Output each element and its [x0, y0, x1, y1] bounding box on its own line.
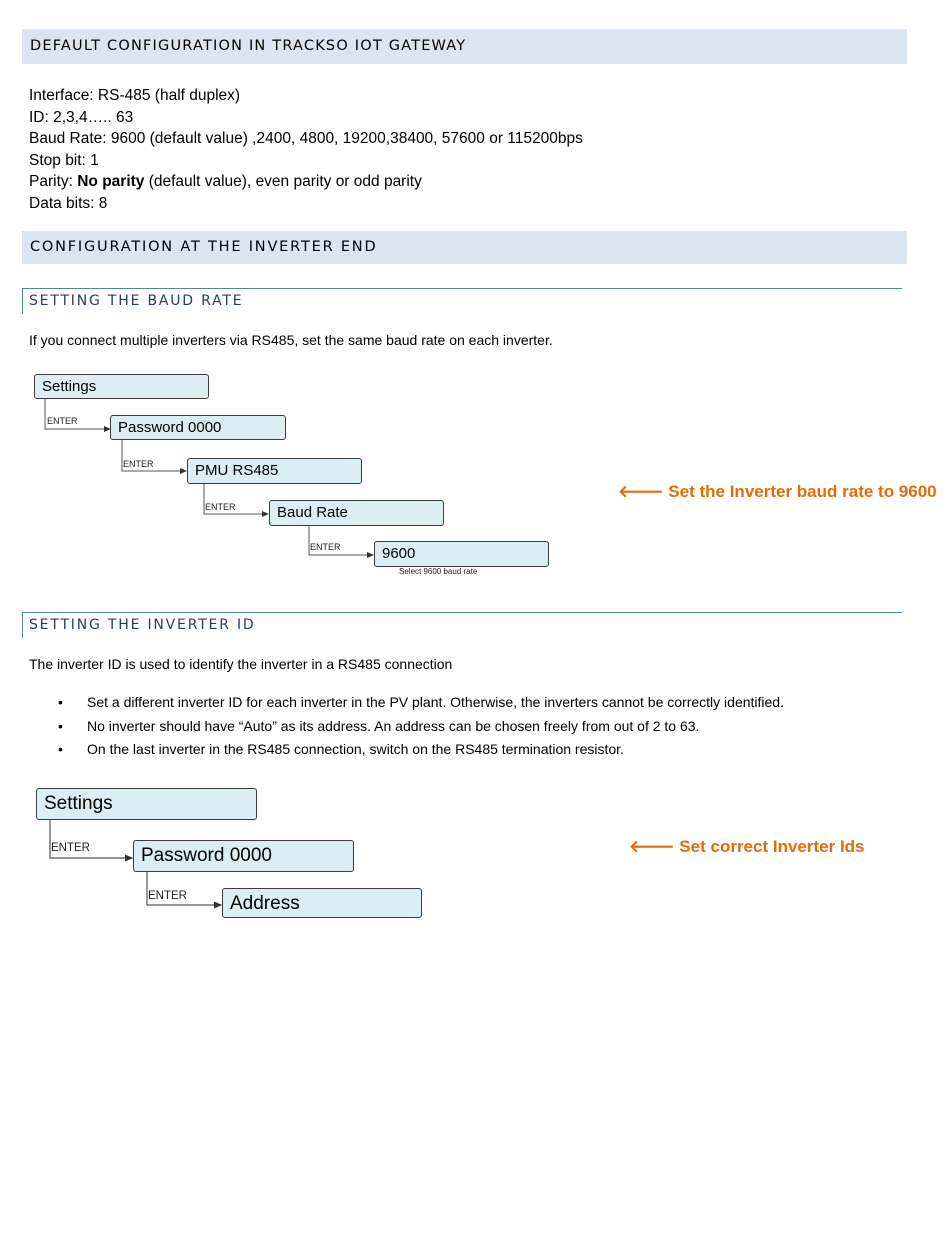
stop-bit-line: Stop bit: 1	[29, 151, 99, 169]
bullet-text: No inverter should have “Auto” as its address. An address can be chosen freely from out of 2 to 63.	[87, 717, 700, 734]
id-line: ID: 2,3,4….. 63	[29, 108, 134, 126]
menu-baud-rate: Baud Rate	[269, 500, 444, 526]
menu-password: Password 0000	[110, 415, 286, 440]
id-menu-password: Password 0000	[133, 840, 354, 872]
bullet-symbol: •	[58, 694, 63, 710]
id-intro-text: The inverter ID is used to identify the inverter in a RS485 connection	[29, 656, 453, 672]
menu-9600: 9600	[374, 541, 549, 567]
enter-label: ENTER	[205, 502, 236, 512]
enter-label: ENTER	[148, 890, 187, 902]
menu-settings: Settings	[34, 374, 209, 399]
data-bits-line: Data bits: 8	[29, 194, 108, 212]
parity-default: No parity	[77, 173, 145, 190]
parity-prefix: Parity:	[29, 173, 78, 190]
bullet-symbol: •	[58, 741, 63, 758]
id-callout: 🡐 Set correct Inverter Ids	[629, 837, 865, 856]
bullet-text: Set a different inverter ID for each inverter in the PV plant. Otherwise, the inverters cannot be correctly identified.	[87, 694, 784, 710]
enter-label: ENTER	[123, 459, 154, 469]
baud-rate-line: Baud Rate: 9600 (default value) ,2400, 4800, 19200,38400, 57600 or 115200bps	[29, 130, 583, 147]
enter-label: ENTER	[47, 416, 78, 426]
subheading-inverter-id: SETTING THE INVERTER ID	[22, 612, 902, 638]
menu-pmu-rs485: PMU RS485	[187, 458, 362, 484]
enter-label: ENTER	[310, 542, 341, 552]
id-menu-address: Address	[222, 888, 422, 918]
baud-intro-text: If you connect multiple inverters via RS485, set the same baud rate on each inverter.	[29, 332, 553, 348]
id-menu-settings: Settings	[36, 788, 257, 820]
baud-callout: 🡐 Set the Inverter baud rate to 9600	[618, 482, 937, 501]
bullet-text: On the last inverter in the RS485 connection, switch on the RS485 termination resistor.	[87, 741, 624, 758]
select-baud-note: Select 9600 baud rate	[399, 567, 478, 576]
enter-label: ENTER	[51, 842, 90, 854]
interface-line: Interface: RS-485 (half duplex)	[29, 87, 241, 104]
bullet-symbol: •	[58, 717, 63, 734]
parity-suffix: (default value), even parity or odd parity	[144, 173, 422, 190]
section-heading-default-config: DEFAULT CONFIGURATION IN TRACKSO IOT GATEWAY	[22, 29, 907, 64]
section-heading-inverter-config: CONFIGURATION AT THE INVERTER END	[22, 231, 907, 264]
subheading-baud-rate: SETTING THE BAUD RATE	[22, 288, 902, 314]
